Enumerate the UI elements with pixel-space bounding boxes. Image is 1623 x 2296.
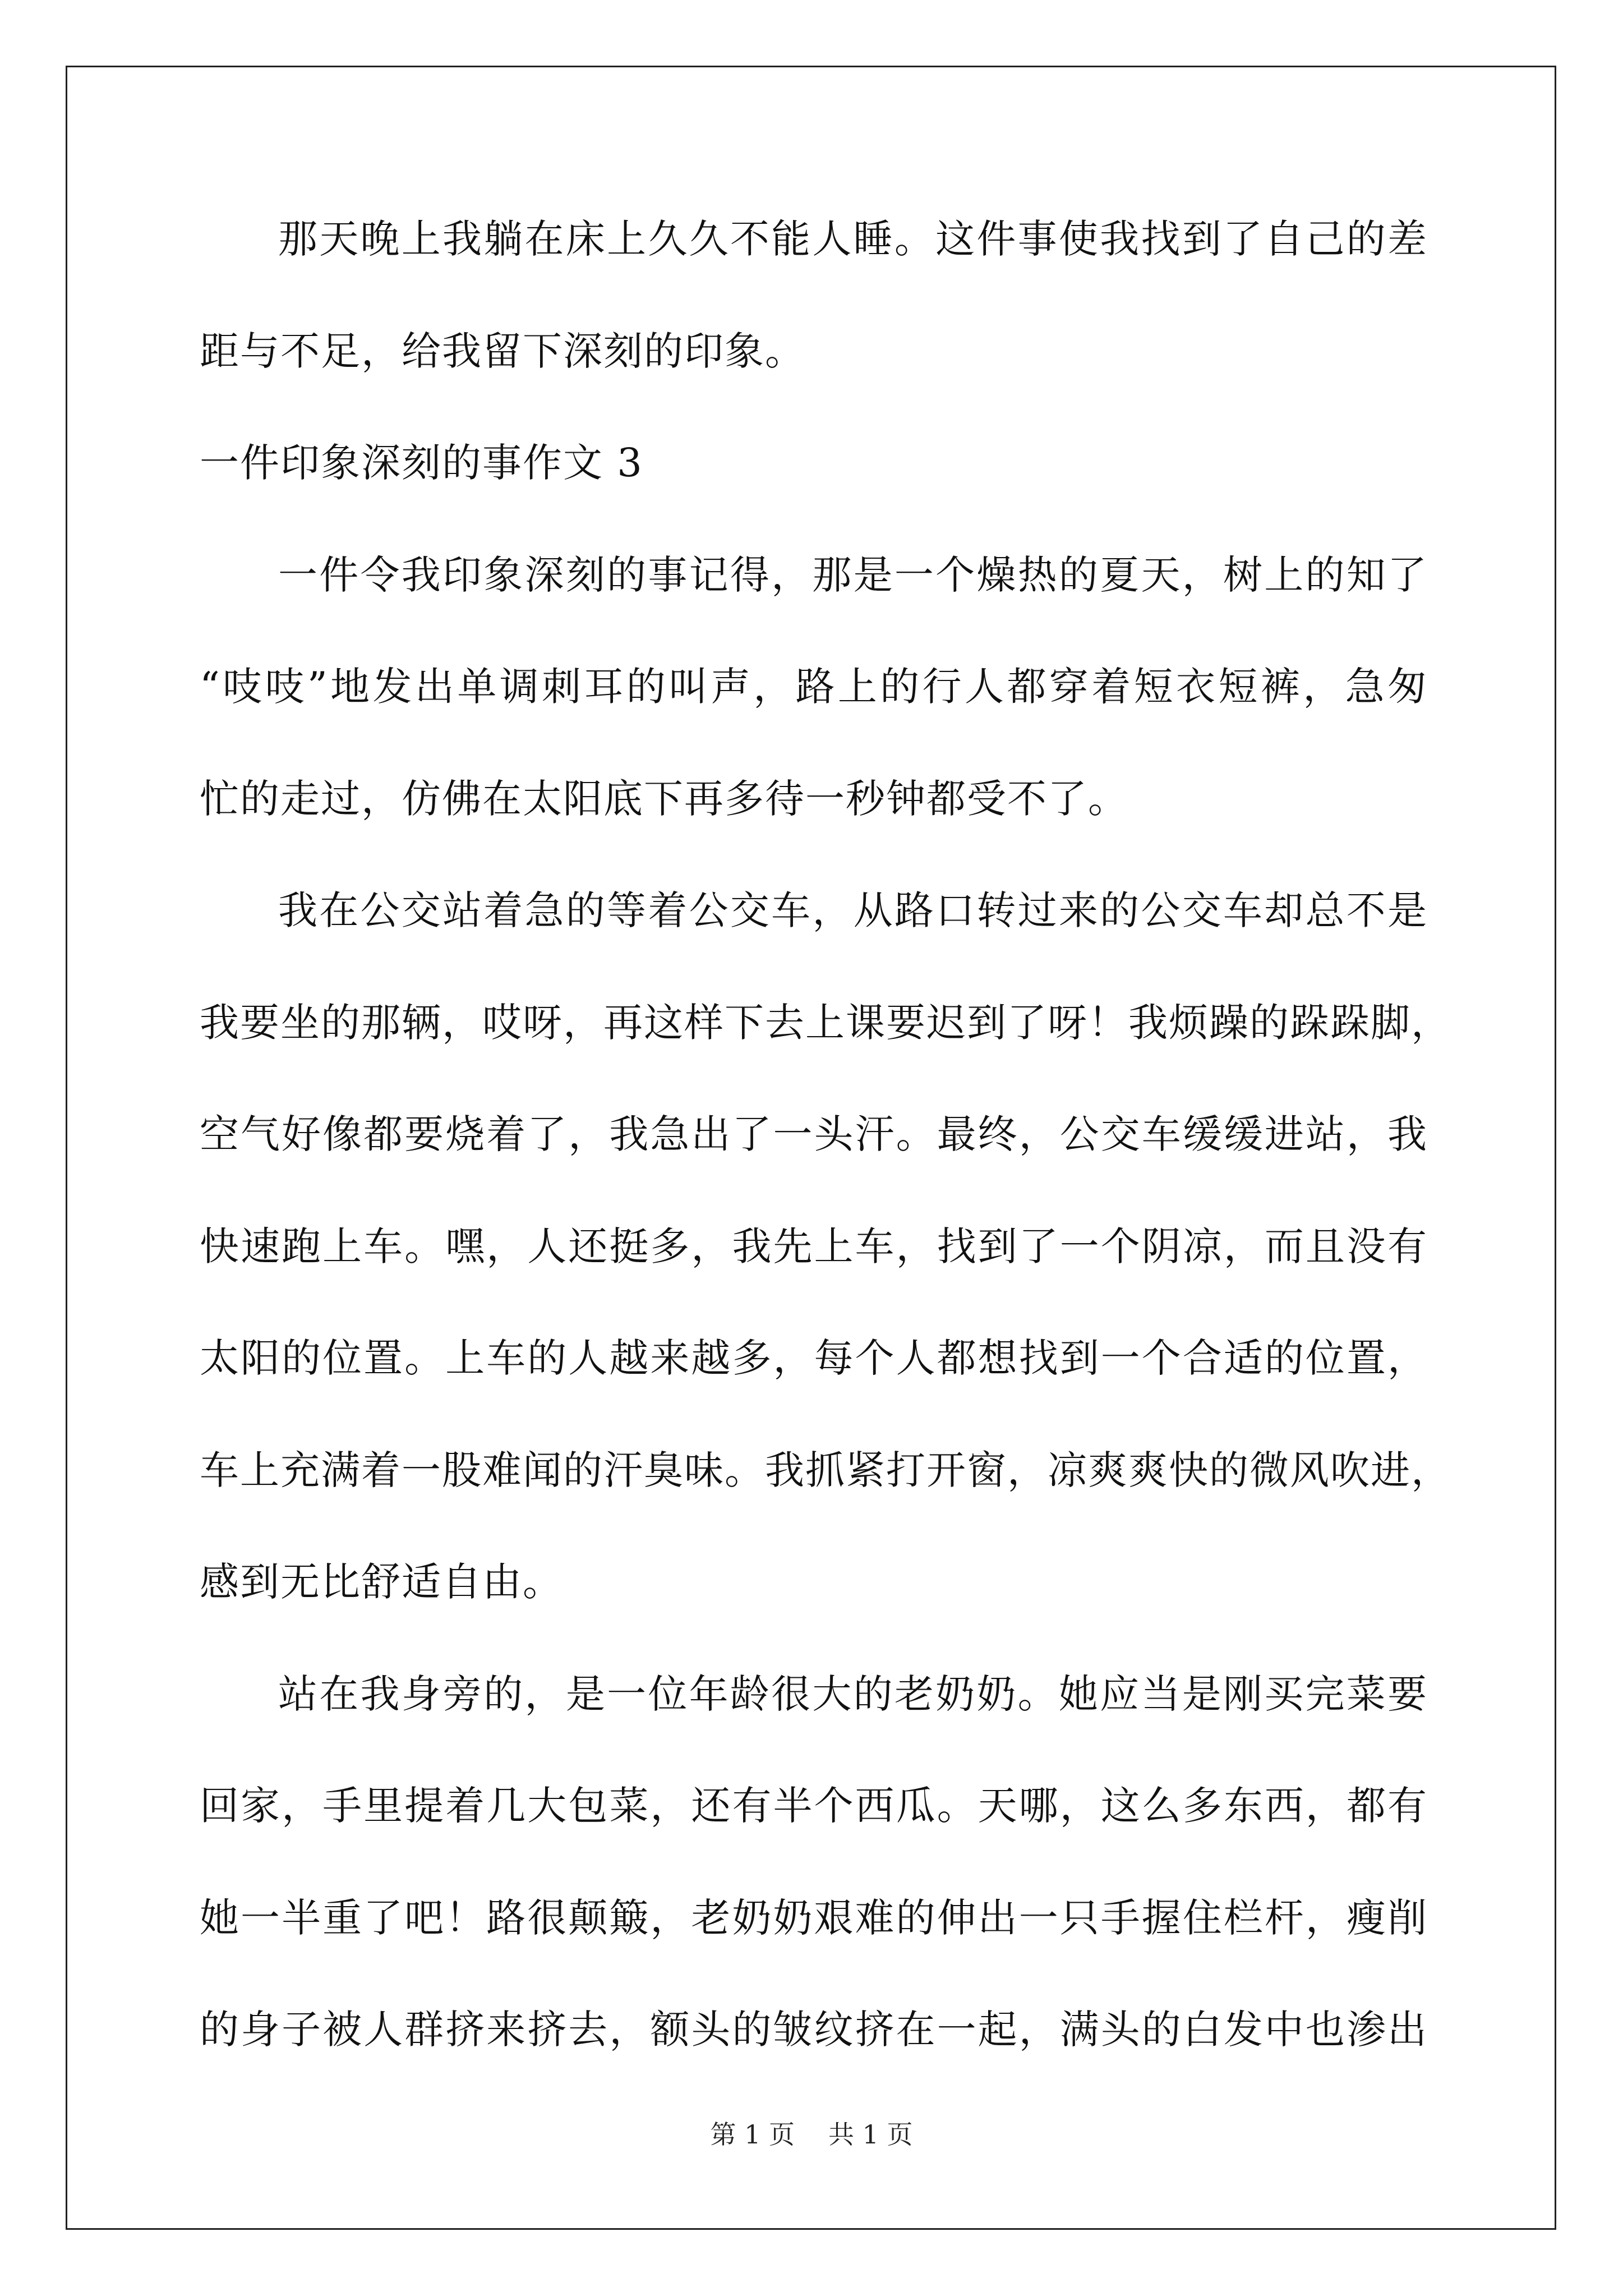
paragraph-line: 太阳的位置。上车的人越来越多，每个人都想找到一个合适的位置，	[200, 1335, 1428, 1381]
paragraph-line: 那天晚上我躺在床上久久不能人睡。这件事使我找到了自己的差	[278, 216, 1428, 262]
section-heading: 一件印象深刻的事作文 3	[200, 440, 643, 486]
paragraph-line: 我要坐的那辆，哎呀，再这样下去上课要迟到了呀！我烦躁的跺跺脚，	[200, 999, 1451, 1046]
paragraph-line: 她一半重了吧！路很颠簸，老奶奶艰难的伸出一只手握住栏杆，瘦削	[200, 1894, 1428, 1941]
paragraph-line: “吱吱”地发出单调刺耳的叫声，路上的行人都穿着短衣短裤，急匆	[200, 664, 1428, 710]
page-number-total: 共 1 页	[828, 2119, 913, 2150]
page-footer	[0, 2118, 1623, 2151]
paragraph-line: 距与不足，给我留下深刻的印象。	[200, 328, 805, 374]
paragraph-line: 站在我身旁的，是一位年龄很大的老奶奶。她应当是刚买完菜要	[278, 1671, 1428, 1717]
paragraph-line: 回家，手里提着几大包菜，还有半个西瓜。天哪，这么多东西，都有	[200, 1783, 1428, 1829]
paragraph-line: 我在公交站着急的等着公交车，从路口转过来的公交车却总不是	[278, 887, 1428, 933]
paragraph-line: 车上充满着一股难闻的汗臭味。我抓紧打开窗，凉爽爽快的微风吹进，	[200, 1447, 1451, 1493]
paragraph-line: 忙的走过，仿佛在太阳底下再多待一秒钟都受不了。	[200, 775, 1128, 822]
page-number-current: 第 1 页	[710, 2119, 795, 2150]
paragraph-line: 的身子被人群挤来挤去，额头的皱纹挤在一起，满头的白发中也渗出	[200, 2007, 1428, 2053]
paragraph-line: 感到无比舒适自由。	[200, 1559, 563, 1605]
paragraph-line: 一件令我印象深刻的事记得，那是一个燥热的夏天，树上的知了	[278, 551, 1428, 598]
paragraph-line: 空气好像都要烧着了，我急出了一头汗。最终，公交车缓缓进站，我	[200, 1111, 1428, 1157]
paragraph-line: 快速跑上车。嘿，人还挺多，我先上车，找到了一个阴凉，而且没有	[200, 1223, 1428, 1269]
document-body	[200, 211, 1451, 2114]
